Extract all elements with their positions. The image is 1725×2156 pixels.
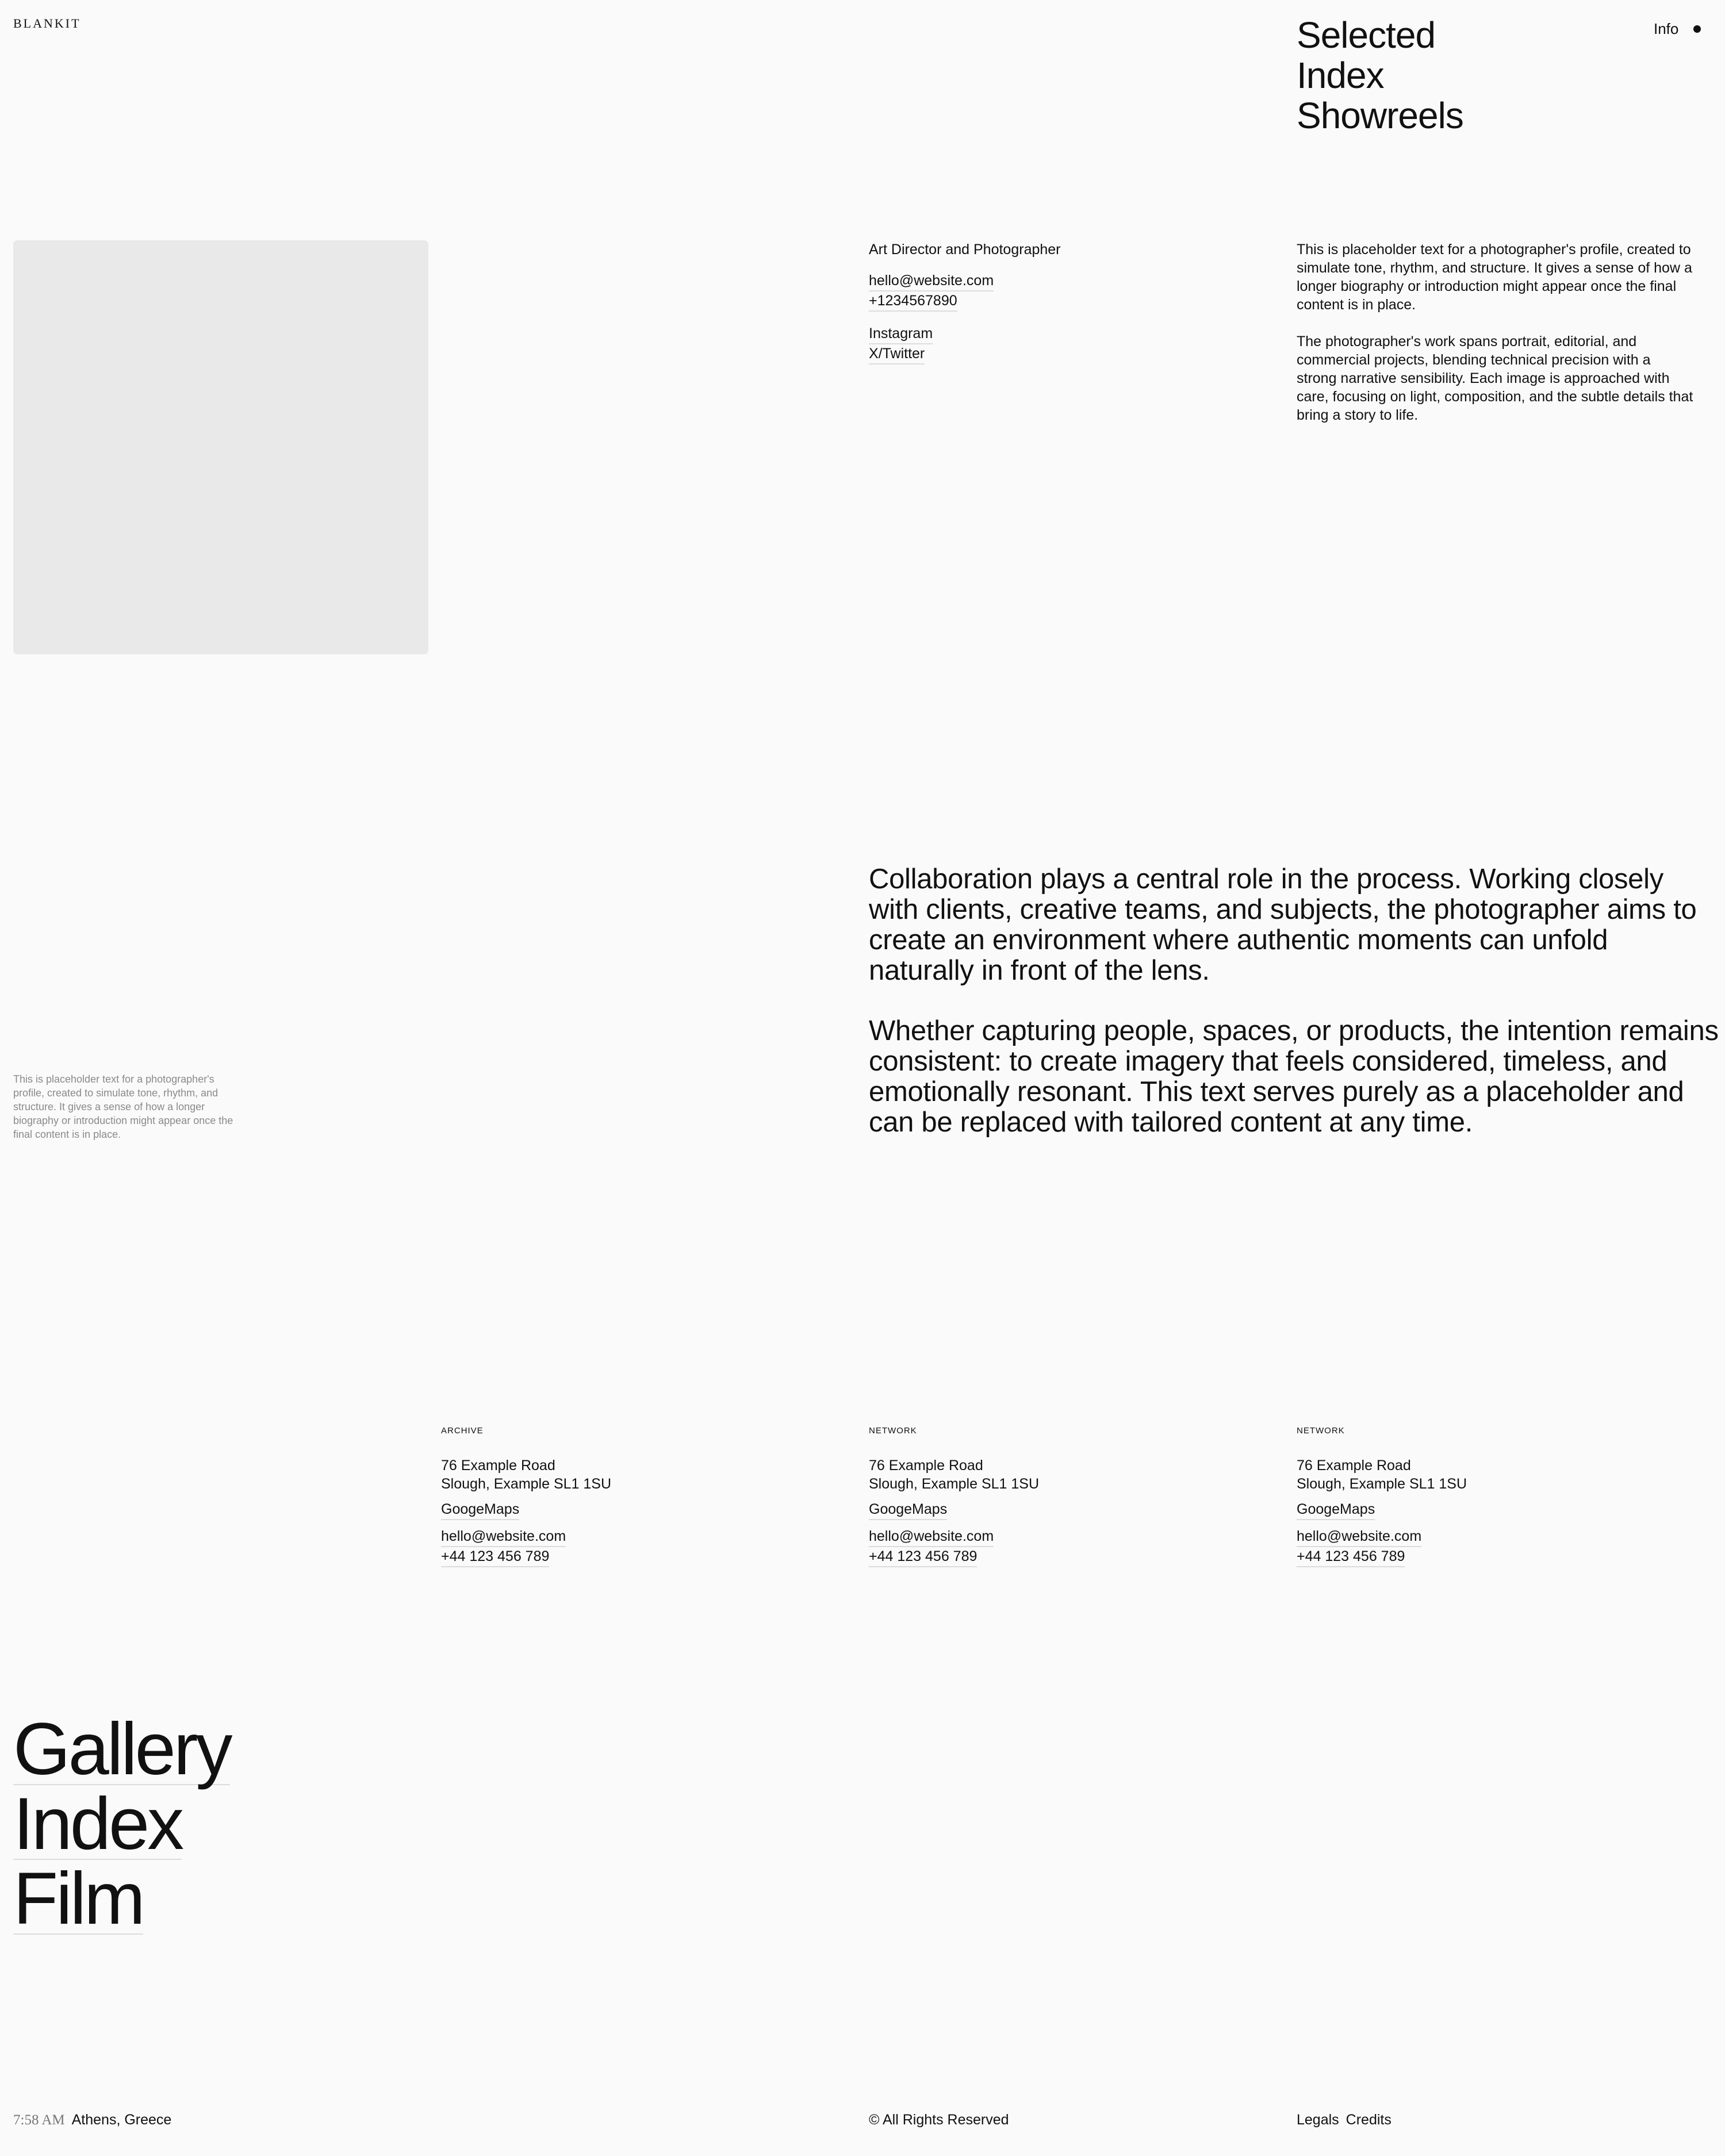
footer-clock <box>13 2112 171 2128</box>
profile-role: Art Director and Photographer <box>869 241 1061 258</box>
big-nav-gallery[interactable]: Gallery <box>13 1708 231 1790</box>
info-label: Info <box>1654 20 1679 37</box>
maps-link[interactable]: GoogeMaps <box>869 1500 947 1520</box>
main-nav <box>1297 15 1463 136</box>
dot-icon <box>1693 25 1701 33</box>
footer-big-nav <box>13 1708 231 1940</box>
statement-text <box>869 864 1720 1168</box>
contact-phone-link[interactable]: +44 123 456 789 <box>1297 1547 1405 1567</box>
contact-label: NETWORK <box>869 1426 917 1436</box>
instagram-link[interactable]: Instagram <box>869 324 933 344</box>
profile-details <box>869 240 1061 377</box>
location: Athens, Greece <box>71 2112 172 2128</box>
brand-logo[interactable]: BLANKIT <box>13 16 81 30</box>
maps-link[interactable]: GoogeMaps <box>441 1500 519 1520</box>
contact-phone-link[interactable]: +44 123 456 789 <box>869 1547 977 1567</box>
bio-text <box>1297 240 1693 443</box>
big-nav-film[interactable]: Film <box>13 1858 143 1940</box>
nav-showreels[interactable]: Showreels <box>1297 95 1463 136</box>
contact-label: ARCHIVE <box>441 1426 484 1436</box>
address-line: Slough, Example SL1 1SU <box>869 1476 1040 1492</box>
footer-links <box>1297 2112 1392 2128</box>
nav-selected[interactable]: Selected <box>1297 14 1436 56</box>
info-toggle[interactable] <box>1654 20 1701 38</box>
contact-label: NETWORK <box>1297 1426 1345 1436</box>
statement-paragraph: Collaboration plays a central role in the process. Working closely with clients, creative teams, and subjects, the photographer aims to create an environment where authentic moments can unfold naturally in front of the lens. <box>869 864 1697 986</box>
contact-network-1 <box>869 1422 1039 1567</box>
address-line: 76 Example Road <box>869 1457 983 1474</box>
profile-phone-link[interactable]: +1234567890 <box>869 291 957 312</box>
contact-email-link[interactable]: hello@website.com <box>441 1527 566 1547</box>
bio-paragraph: This is placeholder text for a photographer's profile, created to simulate tone, rhythm, and structure. It gives a sense of how a longer biography or introduction might appear once the final content is in place. <box>1297 241 1692 313</box>
bio-paragraph: The photographer's work spans portrait, editorial, and commercial projects, blending technical precision with a strong narrative sensibility. Each image is approached with care, focusing on light, composition, and the subtle details that bring a story to life. <box>1297 333 1693 423</box>
address-line: 76 Example Road <box>441 1457 555 1474</box>
twitter-link[interactable]: X/Twitter <box>869 344 925 365</box>
contact-network-2 <box>1297 1422 1467 1567</box>
contact-archive <box>441 1422 611 1567</box>
local-time: 7:58 AM <box>13 2112 65 2128</box>
contact-email-link[interactable]: hello@website.com <box>869 1527 994 1547</box>
address-line: 76 Example Road <box>1297 1457 1411 1474</box>
legals-link[interactable]: Legals <box>1297 2112 1339 2128</box>
address-line: Slough, Example SL1 1SU <box>441 1476 612 1492</box>
address-line: Slough, Example SL1 1SU <box>1297 1476 1467 1492</box>
contact-phone-link[interactable]: +44 123 456 789 <box>441 1547 549 1567</box>
maps-link[interactable]: GoogeMaps <box>1297 1500 1375 1520</box>
big-nav-index[interactable]: Index <box>13 1783 182 1865</box>
portrait-image-placeholder <box>13 240 428 654</box>
nav-index[interactable]: Index <box>1297 55 1384 96</box>
contact-email-link[interactable]: hello@website.com <box>1297 1527 1421 1547</box>
profile-email-link[interactable]: hello@website.com <box>869 271 994 291</box>
copyright: © All Rights Reserved <box>869 2112 1009 2128</box>
credits-link[interactable]: Credits <box>1346 2112 1392 2128</box>
side-note: This is placeholder text for a photographer's profile, created to simulate tone, rhythm, and structure. It gives a sense of how a longer biography or introduction might appear once the final content is in place. <box>13 1073 233 1140</box>
statement-paragraph: Whether capturing people, spaces, or products, the intention remains consistent: to create imagery that feels considered, timeless, and emotionally resonant. This text serves purely as a placeholder and can be replaced with tailored content at any time. <box>869 1015 1719 1138</box>
